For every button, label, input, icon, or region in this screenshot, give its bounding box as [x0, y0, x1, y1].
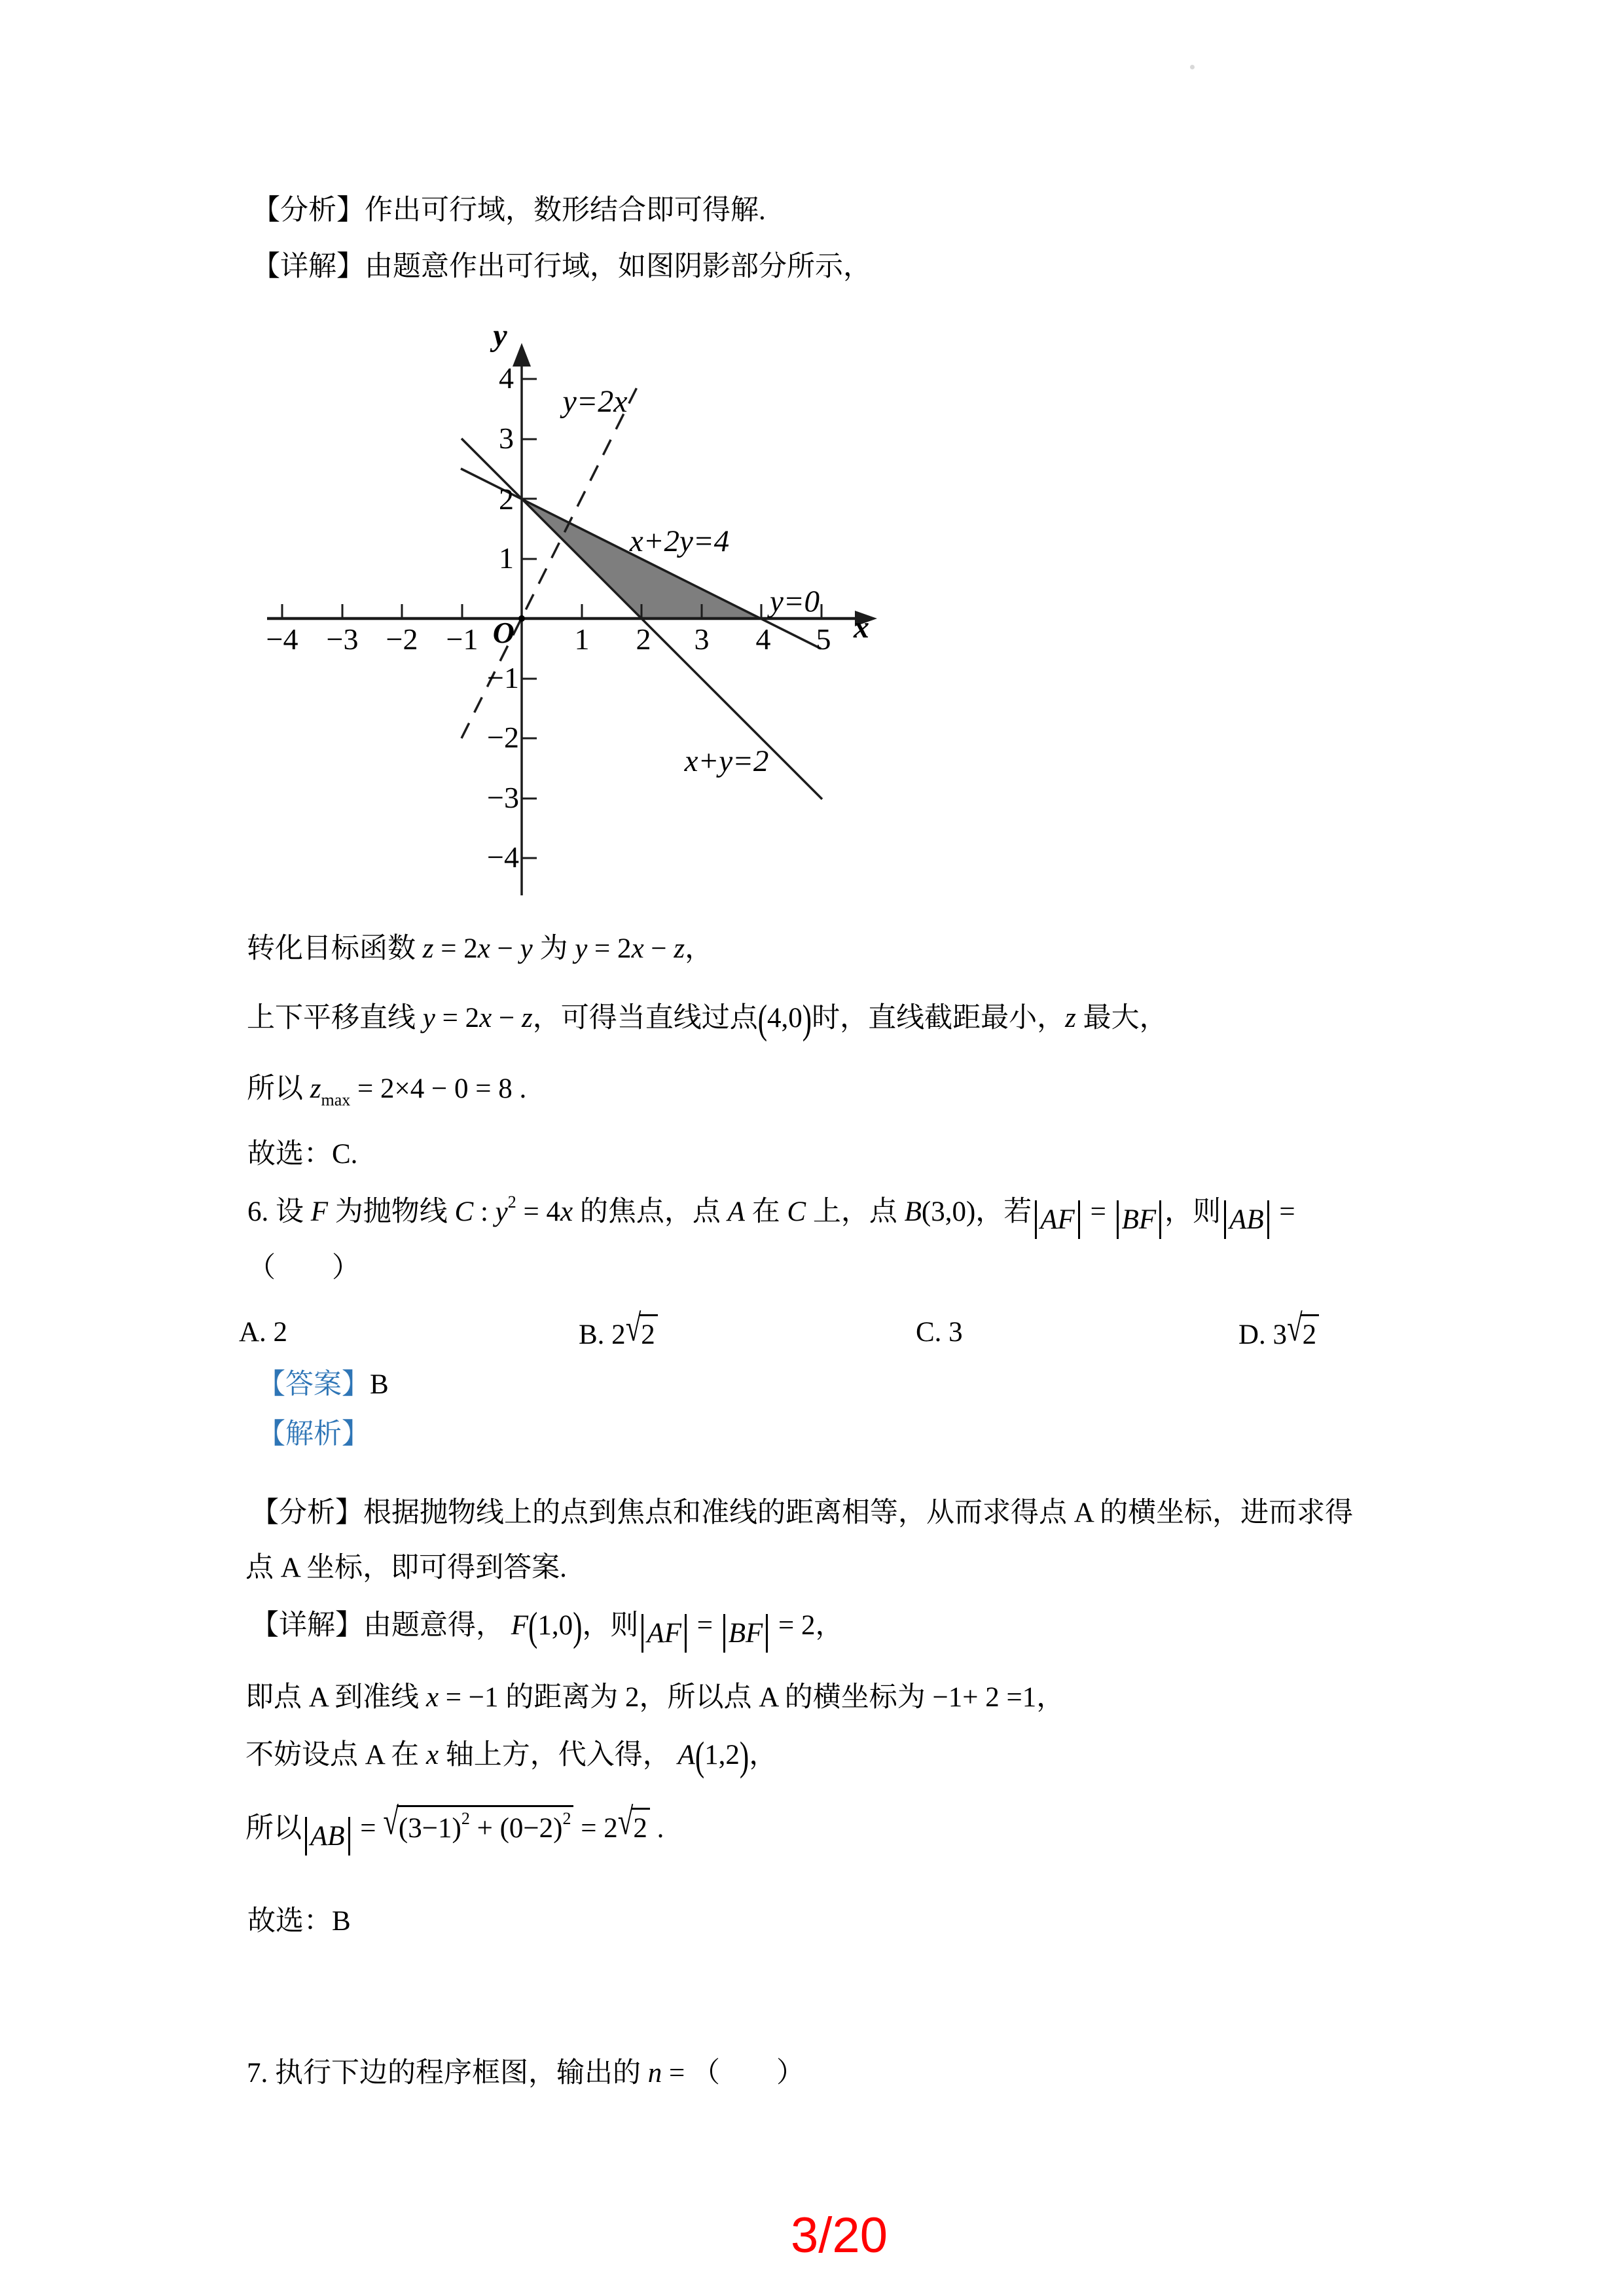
- q6-stem-wrap-line: （ ）: [247, 1253, 360, 1283]
- origin-point: [518, 615, 525, 622]
- y-tick-label: −1: [487, 661, 519, 694]
- label-x-plus-y-equals-2: x+y=2: [684, 744, 769, 778]
- stray-dot: [1190, 65, 1195, 69]
- q6-stem-line: 6. 设 F 为抛物线 C : $y^2 = 4x$ 的焦点，点 A 在 C 上，点 B(3,0)，若 AF = BF ，则 AB =: [247, 1191, 1295, 1239]
- q6-answer-line: 【答案】B: [257, 1369, 389, 1400]
- x-tick-label: 3: [694, 622, 710, 656]
- q6-jiexi-tag-line: 【解析】: [257, 1419, 370, 1450]
- y-tick-label: −2: [487, 721, 519, 754]
- feasible-region-figure: [259, 324, 887, 906]
- q6-options-row: [0, 1307, 1624, 1373]
- q5-zmax-line: 所以 $z_{max} = 2\times 4 - 0 = 8$ .: [247, 1073, 527, 1109]
- q6-choice-line: 故选：B: [247, 1906, 351, 1937]
- q6-detail-line-2: 即点 A 到准线 x = −1 的距离为 2，所以点 A 的横坐标为 −1+ 2 =1，: [245, 1682, 1065, 1713]
- x-tick-label: −1: [446, 622, 478, 656]
- q7-stem-line: 7. 执行下边的程序框图，输出的 n = （ ）: [247, 2058, 805, 2089]
- x-tick-label: 1: [574, 622, 590, 656]
- y-axis-arrowhead: [513, 343, 531, 367]
- q5-analysis-line: 【分析】作出可行域，数形结合即可得解.: [252, 195, 766, 226]
- x-tick-label: 4: [755, 622, 771, 656]
- option-a: A. 2: [239, 1317, 288, 1348]
- q6-detail-line-1: 【详解】由题意得， F(1,0)，则 AF = BF = 2，: [251, 1607, 844, 1653]
- y-tick-label: 1: [499, 541, 514, 575]
- page-number: 3/20: [791, 2208, 888, 2263]
- option-d: D. 3√2: [1238, 1314, 1319, 1354]
- x-tick-label: −2: [386, 622, 418, 656]
- y-tick-label: −4: [487, 840, 519, 874]
- q5-detail-intro-line: 【详解】由题意作出可行域，如图阴影部分所示，: [252, 251, 871, 282]
- label-x-plus-2y-equals-4: x+2y=4: [629, 524, 730, 558]
- q5-transform-line: 转化目标函数 z = 2x − y 为 y = 2x − z，: [247, 933, 713, 964]
- y-tick-label: 4: [499, 361, 514, 395]
- q6-detail-line-4: 所以 AB = $√(3-1)^2 + (0-2)^2 = 2√2$ .: [245, 1805, 664, 1856]
- q6-detail-line-3: 不妨设点 A 在 x 轴上方，代入得， A(1,2)，: [245, 1734, 778, 1780]
- x-tick-label: −4: [266, 622, 298, 656]
- label-y-equals-0: y=0: [769, 584, 820, 619]
- q6-analysis-line-1: 【分析】根据抛物线上的点到焦点和准线的距离相等，从而求得点 A 的横坐标，进而求得: [251, 1498, 1354, 1528]
- option-c: C. 3: [916, 1317, 963, 1348]
- option-b: B. 2√2: [579, 1314, 658, 1354]
- origin-label: O: [492, 616, 514, 649]
- q5-translate-line: 上下平移直线 y = 2x − z，可得当直线过点(4,0)时，直线截距最小，z 最大，: [247, 997, 1168, 1043]
- y-tick-label: 2: [499, 482, 514, 516]
- y-tick-label: −3: [487, 781, 519, 814]
- label-y-equals-2x: y=2x: [562, 384, 628, 419]
- x-axis-label: x: [854, 610, 869, 645]
- q5-choice-line: 故选：C.: [247, 1139, 358, 1170]
- x-tick-label: 5: [816, 622, 831, 656]
- line-x-plus-2y-equals-4: [461, 469, 821, 649]
- x-tick-label: −3: [326, 622, 359, 656]
- x-tick-label: 2: [636, 622, 651, 656]
- y-tick-label: 3: [499, 422, 514, 455]
- y-axis-label: y: [493, 324, 507, 353]
- q6-analysis-line-2: 点 A 坐标，即可得到答案.: [245, 1552, 567, 1583]
